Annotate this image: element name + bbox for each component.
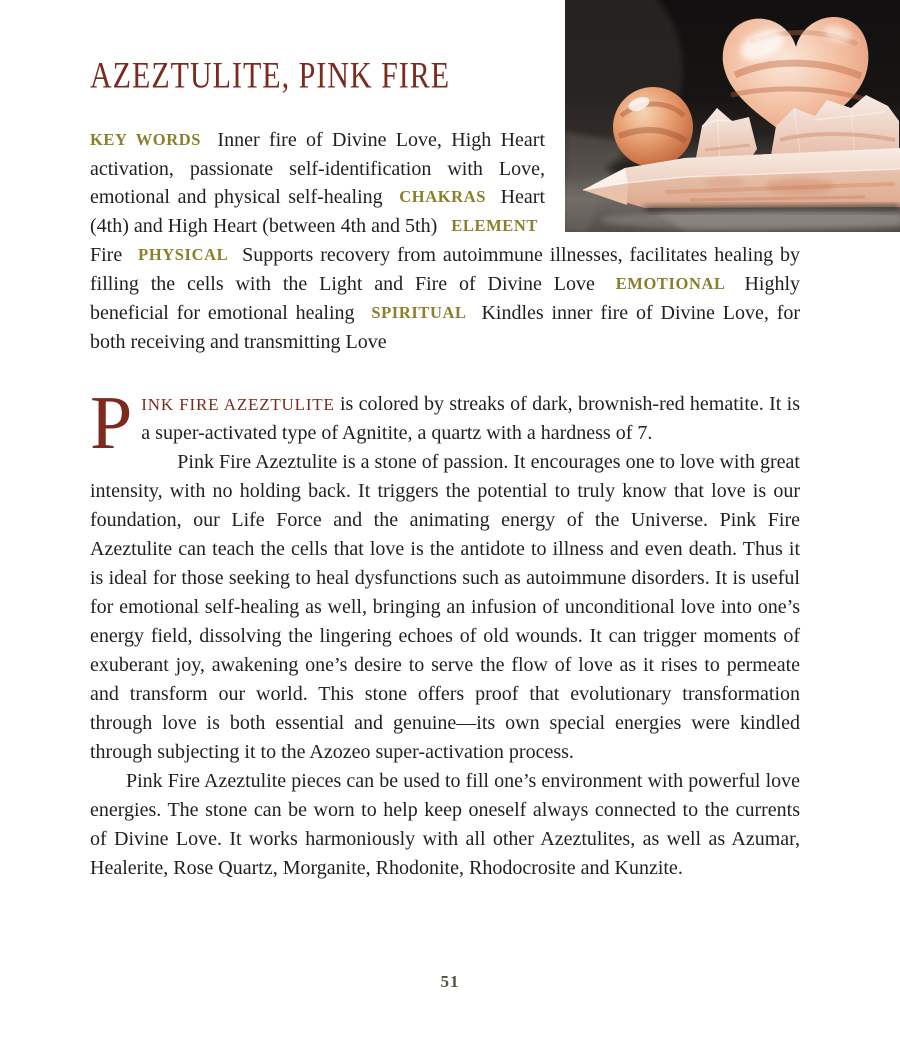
- lead-smallcaps: INK FIRE AZEZTULITE: [141, 394, 335, 414]
- dropcap: P: [90, 380, 133, 465]
- body-paragraph-2: Pink Fire Azeztulite is a stone of passion. It encourages one to love with great intensity, with no holding back. It triggers the potential to truly know that love is our foundation, our Life Force and the animating energy of the Universe. Pink Fire Azeztulite can teach the cells that love is the antidote to illness and even death. Thus it is ideal for those seeking to heal dysfunctions such as autoimmune disorders. It is useful for emotional self-healing as well, bringing an infusion of unconditional love into one’s energy field, dissolving the lingering echoes of old wounds. It can trigger moments of exuberant joy, awakening one’s desire to serve the flow of love as it rises to permeate and transform our world. This stone offers proof that evolutionary transformation through love is both essential and genuine—its own special energies were kindled through subjecting it to the Azozeo super-activation process.: [90, 450, 800, 763]
- body-paragraph-3: Pink Fire Azeztulite pieces can be used to fill one’s environment with powerful love energies. The stone can be worn to help keep oneself always connected to the currents of Divine Love. It works harmoniously with all other Azeztulites, as well as Azumar, Healerite, Rose Quartz, Morganite, Rhodonite, Rhodocrosite and Kunzite.: [90, 769, 800, 879]
- crystal-photo: [565, 0, 900, 232]
- paragraph-1-text: is colored by streaks of dark, brownish-red hematite. It is a super-activated type of Agnitite, a quartz with a hardness of 7.: [141, 392, 800, 444]
- keyword-text-element: Fire: [90, 243, 123, 266]
- sphere-stone: [613, 87, 693, 167]
- keyword-text-emotional: Highly beneficial for emotional healing: [90, 272, 800, 324]
- keyword-text-spiritual: Kindles inner fire of Divine Love, for both receiving and transmitting Love: [90, 301, 801, 353]
- keyword-label-spiritual: SPIRITUAL: [371, 302, 467, 322]
- keyword-label-chakras: CHAKRAS: [399, 186, 486, 206]
- keyword-text-chakras: Heart (4th) and High Heart (between 4th and 5th): [90, 185, 546, 237]
- page-number: 51: [440, 972, 460, 991]
- page-title-text: AZEZTULITE, PINK FIRE: [90, 55, 451, 97]
- keyword-label-emotional: EMOTIONAL: [615, 273, 726, 293]
- keyword-label-element: ELEMENT: [451, 215, 539, 235]
- keyword-label-key-words: KEY WORDS: [90, 129, 202, 149]
- keyword-text-key-words: Inner fire of Divine Love, High Heart activation, passionate self-identification with Love, emotional and physical self-healing: [90, 128, 545, 208]
- body-paragraph-1: [90, 380, 800, 465]
- crystal-photo-illustration: [565, 0, 900, 232]
- keyword-text-physical: Supports recovery from autoimmune illnesses, facilitates healing by filling the cells with the Light and Fire of Divine Love: [90, 243, 801, 295]
- keyword-label-physical: PHYSICAL: [138, 244, 229, 264]
